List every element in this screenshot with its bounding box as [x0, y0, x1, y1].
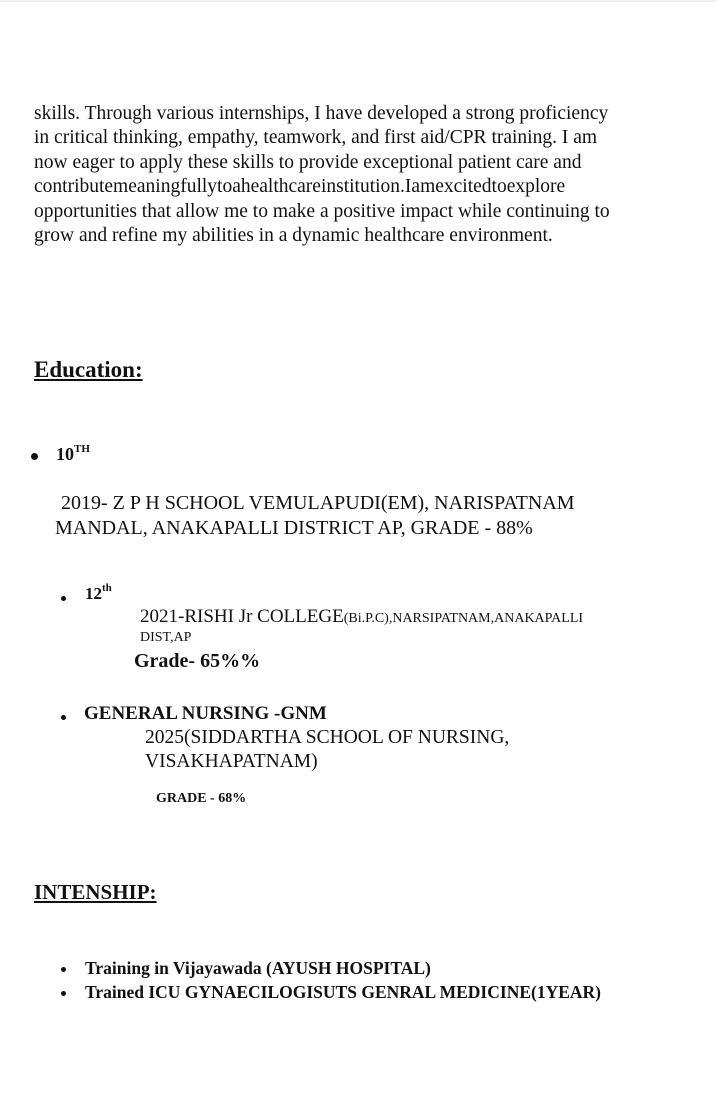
twelfth-label: 12th	[85, 582, 112, 603]
bullet-icon	[31, 453, 38, 460]
summary-line: grow and refine my abilities in a dynamic healthcare environment.	[34, 225, 553, 246]
gnm-detail-line: 2025(SIDDARTHA SCHOOL OF NURSING,	[145, 727, 510, 748]
tenth-detail-line: 2019- Z P H SCHOOL VEMULAPUDI(EM), NARISPATNAM	[61, 492, 575, 514]
twelfth-grade: Grade- 65%%	[134, 650, 261, 672]
tenth-detail-line: MANDAL, ANAKAPALLI DISTRICT AP, GRADE - 88%	[55, 517, 533, 539]
bullet-icon	[61, 596, 66, 601]
twelfth-detail-line: DIST,AP	[140, 630, 192, 645]
twelfth-detail-line: 2021-RISHI Jr COLLEGE(Bi.P.C),NARSIPATNAM,ANAKAPALLI	[140, 606, 584, 627]
internship-heading: INTENSHIP:	[34, 880, 157, 904]
summary-line: opportunities that allow me to make a positive impact while continuing to	[34, 201, 610, 222]
bullet-icon	[61, 715, 66, 720]
tenth-label: 10TH	[56, 443, 90, 464]
education-heading: Education:	[34, 357, 143, 382]
bullet-icon	[61, 991, 66, 996]
summary-line: contributemeaningfullytoahealthcareinstitution.Iamexcitedtoexplore	[34, 176, 566, 197]
summary-line: skills. Through various internships, I have developed a strong proficiency	[34, 103, 609, 124]
internship-item: Trained ICU GYNAECILOGISUTS GENRAL MEDICINE(1YEAR)	[85, 982, 601, 1002]
gnm-detail-line: VISAKHAPATNAM)	[145, 751, 318, 772]
summary-line: now eager to apply these skills to provide exceptional patient care and	[34, 152, 582, 173]
summary-line: in critical thinking, empathy, teamwork, and first aid/CPR training. I am	[34, 127, 598, 148]
internship-item: Training in Vijayawada (AYUSH HOSPITAL)	[85, 958, 431, 978]
gnm-grade: GRADE - 68%	[156, 791, 247, 806]
gnm-label: GENERAL NURSING -GNM	[84, 703, 327, 724]
page-top-border	[0, 0, 716, 2]
bullet-icon	[61, 967, 66, 972]
